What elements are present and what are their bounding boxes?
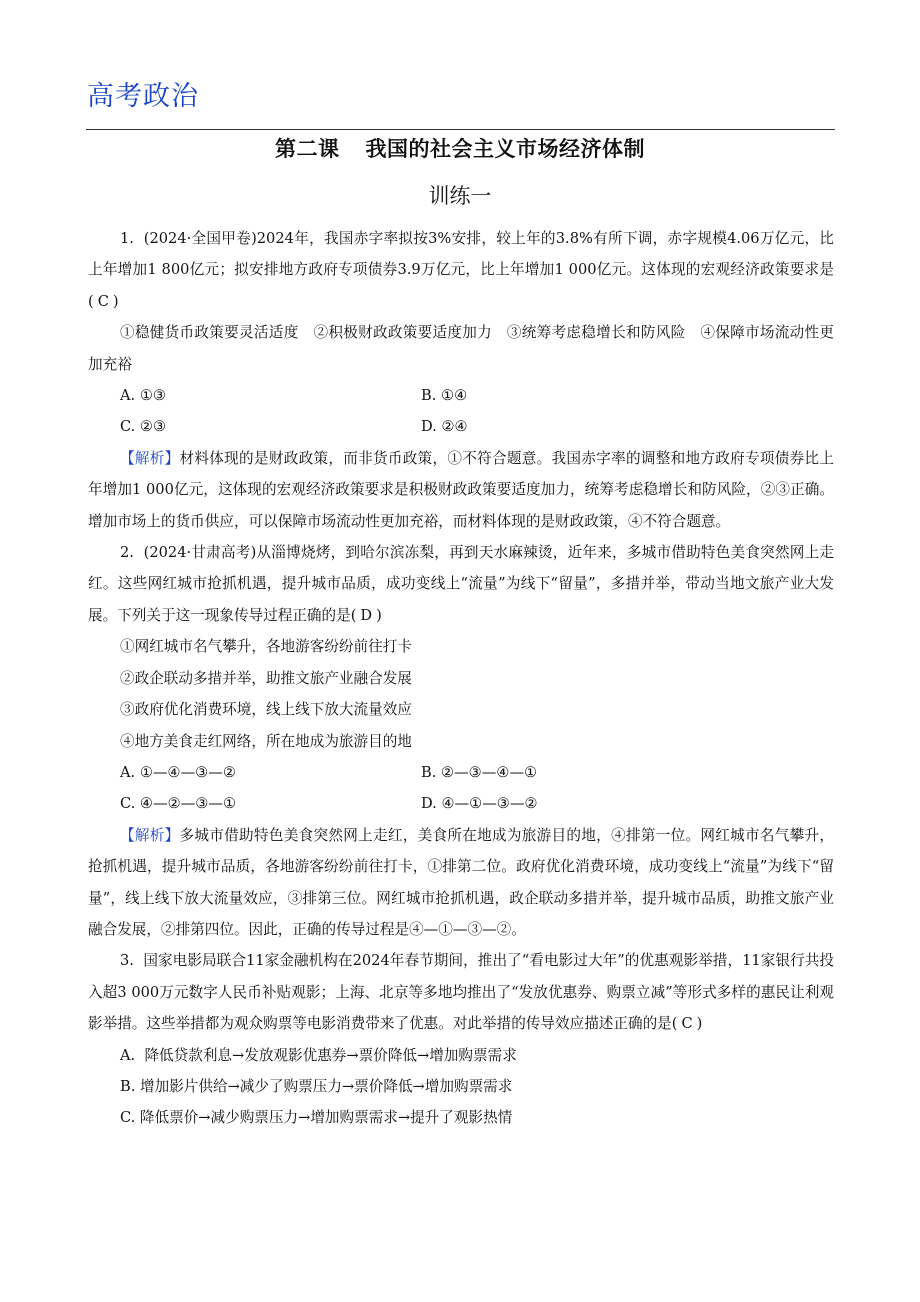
question-1-answer: C (97, 292, 109, 310)
statement-2: ②政企联动多措并举，助推文旅产业融合发展 (120, 669, 412, 687)
choice-c: C. ④—②—③—① (120, 795, 237, 813)
brand-title: 高考政治 (87, 81, 199, 112)
question-2-analysis: 【解析】多城市借助特色美食突然网上走红，美食所在地成为旅游目的地，④排第一位。网红城市名气攀升，抢抓机遇，提升城市品质，各地游客纷纷前往打卡，①排第二位。政府优化消费环境，成功变线上“流量”为线下“留量”，线上线下放大流量效应，③排第三位。网红城市抢抓机遇，政企联动多措并举，提升城市品质，助推文旅产业融合发展，②排第四位。因此，正确的传导过程是④—①—③—②。 (88, 826, 834, 938)
question-1-statements: ①稳健货币政策要灵活适度 ②积极财政政策要适度加力 ③统筹考虑稳增长和防风险 ④保障市场流动性更加充裕 (88, 324, 834, 373)
question-3-stem: 3. 国家电影局联合11家金融机构在2024年春节期间，推出了“看电影过大年”的优惠观影举措，11家银行共投入超3 000万元数字人民币补贴观影；上海、北京等多地均推出了“发放优惠券、购票立减”等形式多样的惠民让利观影举措。这些举措都为观众购票等电影消费带来了优惠。对此举措的传导效应描述正确的是( C ) (88, 952, 834, 1033)
question-1-analysis: 【解析】材料体现的是财政政策，而非货币政策，①不符合题意。我国赤字率的调整和地方政府专项债券比上年增加1 000亿元，这体现的宏观经济政策要求是积极财政政策要适度加力，统筹考虑稳增长和防风险，②③正确。增加市场上的货币供应，可以保障市场流动性更加充裕，而材料体现的是财政政策，④不符合题意。 (88, 449, 834, 530)
question-3-answer: C (681, 1015, 693, 1033)
statement-1: ①网红城市名气攀升，各地游客纷纷前往打卡 (120, 638, 412, 656)
question-2-answer: D (360, 606, 373, 624)
question-list (88, 223, 834, 1134)
statement-3: ③政府优化消费环境，线上线下放大流量效应 (120, 701, 412, 719)
choice-b: B. ②—③—④—① (421, 763, 538, 781)
choice-b: B. ①④ (421, 387, 468, 405)
choice-c: C. 降低票价→减少购票压力→增加购票需求→提升了观影热情 (120, 1109, 513, 1127)
question-1-choices-row-2 (88, 411, 834, 442)
choice-d: D. ④—①—③—② (421, 795, 538, 813)
chapter-name: 我国的社会主义市场经济体制 (365, 137, 645, 161)
question-2-stem: 2. (2024·甘肃高考)从淄博烧烤，到哈尔滨冻梨，再到天水麻辣烫，近年来，多城市借助特色美食突然网上走红。这些网红城市抢抓机遇，提升城市品质，成功变线上“流量”为线下“留量”，多措并举，带动当地文旅产业大发展。下列关于这一现象传导过程正确的是( D ) (88, 544, 834, 624)
choice-d: D. ②④ (421, 418, 468, 436)
chapter-title (0, 133, 920, 163)
choice-a: A. ①③ (120, 387, 166, 405)
question-2-choices-row-1 (88, 757, 834, 788)
statement-4: ④地方美食走红网络，所在地成为旅游目的地 (120, 732, 412, 750)
analysis-label: 【解析】 (120, 826, 180, 844)
choice-a: A. 降低贷款利息→发放观影优惠券→票价降低→增加购票需求 (120, 1046, 517, 1064)
analysis-label: 【解析】 (120, 449, 180, 467)
choice-a: A. ①—④—③—② (120, 763, 236, 781)
question-1-stem: 1. (2024·全国甲卷)2024年，我国赤字率拟按3%安排，较上年的3.8%有所下调，赤字规模4.06万亿元，比上年增加1 800亿元；拟安排地方政府专项债券3.9万亿元，比上年增加1 000亿元。这体现的宏观经济政策要求是( C ) (88, 230, 834, 310)
question-2-choices-row-2 (88, 788, 834, 819)
exercise-subtitle: 训练一 (428, 184, 492, 208)
header-divider (86, 129, 835, 130)
choice-b: B. 增加影片供给→减少了购票压力→票价降低→增加购票需求 (120, 1077, 513, 1095)
question-1-choices-row-1 (88, 380, 834, 411)
chapter-label: 第二课 (275, 137, 340, 161)
choice-c: C. ②③ (120, 418, 167, 436)
